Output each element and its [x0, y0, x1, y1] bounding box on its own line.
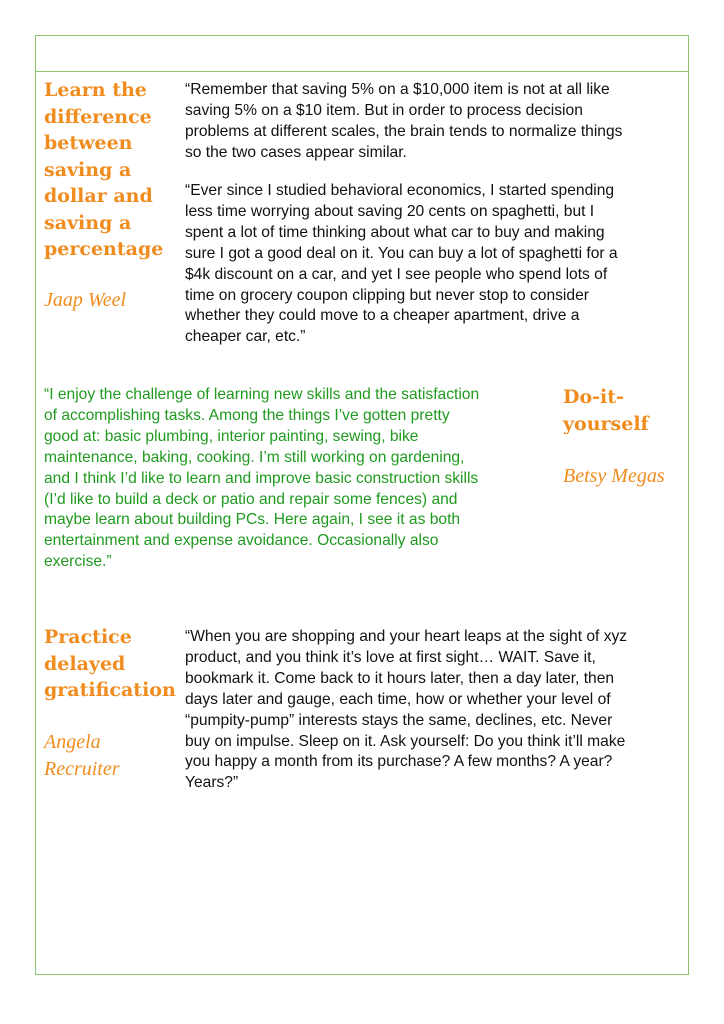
heading-line: percentage — [44, 238, 164, 260]
quote-line: sure I got a good deal on it. You can buy a lot of spaghetti for a — [185, 244, 618, 262]
quote-line: spent a lot of time thinking about what car to buy and making — [185, 223, 605, 241]
quote-line: exercise.” — [44, 553, 112, 571]
heading-line: saving a — [44, 211, 132, 234]
heading-line: Practice — [44, 626, 132, 648]
heading-line: Do-it- — [563, 386, 624, 408]
quote-line: “Ever since I studied behavioral economics, I started spending — [185, 182, 615, 199]
quote-line: so the two cases appear similar. — [185, 143, 407, 161]
header-divider — [35, 71, 689, 72]
quote-line: “Remember that saving 5% on a $10,000 item is not at all like — [185, 81, 610, 98]
quote-line: “pumpity-pump” interests stays the same, declines, etc. Never — [185, 711, 613, 729]
quote-line: whether they could move to a cheaper apartment, drive a — [185, 307, 580, 325]
section-1-heading — [44, 77, 163, 263]
quote-line: “When you are shopping and your heart leaps at the sight of xyz — [185, 628, 628, 645]
quote-line: maintenance, baking, cooking. I’m still working on gardening, — [44, 448, 465, 466]
quote-line: and I think I’d like to learn and improve basic construction skills — [44, 469, 479, 487]
section-3-quote — [185, 627, 627, 794]
quote-line: less time worrying about saving 20 cents on spaghetti, but I — [185, 202, 595, 220]
quote-line: saving 5% on a $10 item. But in order to process decision — [185, 101, 583, 119]
section-2-quote — [44, 385, 479, 573]
author-line: Recruiter — [44, 757, 120, 780]
author-line: Angela — [44, 731, 101, 753]
heading-line: yourself — [563, 412, 649, 435]
quote-line: (I’d like to build a deck or patio and repair some fences) and — [44, 490, 458, 508]
heading-line: between — [44, 132, 133, 154]
section-1-author: Jaap Weel — [44, 289, 127, 311]
section-1-quote-paragraph-2 — [185, 181, 618, 348]
section-3-heading — [44, 624, 176, 704]
quote-line: buy on impulse. Sleep on it. Ask yourself: Do you think it’ll make — [185, 732, 626, 750]
quote-line: problems at different scales, the brain tends to normalize things — [185, 122, 623, 140]
quote-line: bookmark it. Come back to it hours later, then a day later, then — [185, 669, 615, 687]
quote-line: days later and gauge, each time, how or whether your level of — [185, 690, 611, 708]
quote-line: product, and you think it’s love at first sight… WAIT. Save it, — [185, 648, 596, 666]
section-3-author — [44, 729, 120, 782]
quote-line: “I enjoy the challenge of learning new skills and the satisfaction — [44, 386, 480, 403]
quote-line: time on grocery coupon clipping but never stop to consider — [185, 286, 589, 304]
section-2-author: Betsy Megas — [563, 465, 665, 487]
heading-line: delayed — [44, 652, 126, 675]
heading-line: difference — [44, 105, 152, 128]
section-2-heading — [563, 384, 649, 437]
quote-line: of accomplishing tasks. Among the things I’ve gotten pretty — [44, 406, 450, 424]
quote-line: $4k discount on a car, and yet I see people who spend lots of — [185, 265, 608, 283]
heading-line: dollar and — [44, 185, 153, 207]
quote-line: Years?” — [185, 774, 239, 792]
quote-line: maybe learn about building PCs. Here again, I see it as both — [44, 511, 461, 529]
quote-line: you happy a month from its purchase? A few months? A year? — [185, 753, 613, 771]
heading-line: Learn the — [44, 79, 147, 101]
heading-line: gratification — [44, 679, 176, 701]
quote-line: cheaper car, etc.” — [185, 328, 306, 346]
heading-line: saving a — [44, 158, 132, 181]
quote-line: good at: basic plumbing, interior painting, sewing, bike — [44, 427, 419, 445]
quote-line: entertainment and expense avoidance. Occasionally also — [44, 532, 439, 550]
section-1-quote-paragraph-1 — [185, 80, 622, 164]
